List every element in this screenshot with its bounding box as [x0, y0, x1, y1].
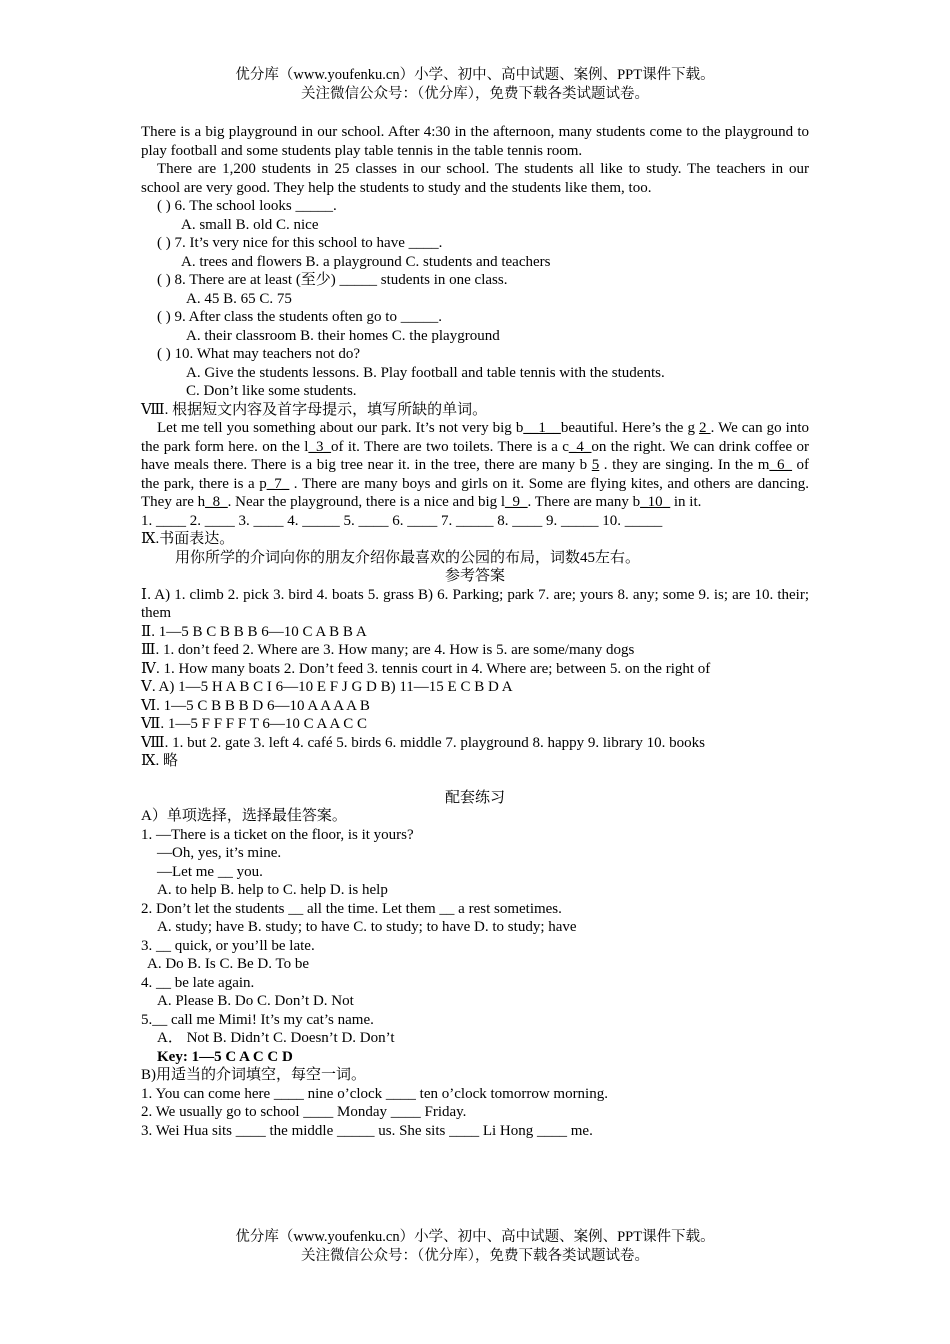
cloze-text: in it. — [670, 494, 702, 510]
answers-title: 参考答案 — [444, 568, 505, 584]
question-10: ( ) 10. What may teachers not do? — [157, 346, 360, 362]
page-footer — [0, 1228, 950, 1265]
cloze-text: of it. There are two toilets. There is a c — [330, 438, 569, 455]
cloze-text: . We can go into the park form here. on the l — [141, 420, 809, 455]
cloze-blank: _4_ — [568, 438, 592, 455]
answer-1: Ⅰ. A) 1. climb 2. pick 3. bird 4. boats 5. grass B) 6. Parking; park 7. are; yours 8. any; some 9. is; are 10. their; them — [141, 586, 809, 621]
document-body — [141, 123, 809, 1140]
answer-3: Ⅲ. 1. don’t feed 2. Where are 3. How many; are 4. How is 5. are some/many dogs — [141, 642, 635, 658]
section-9-title: Ⅸ.书面表达。 — [141, 531, 235, 547]
question-9: ( ) 9. After class the students often go to _____. — [157, 309, 442, 325]
cloze-answer-blanks: 1. ____ 2. ____ 3. ____ 4. _____ 5. ____ 6. ____ 7. _____ 8. ____ 9. _____ 10. _____ — [141, 512, 663, 529]
cloze-text: . Near the playground, there is a nice and big l — [227, 494, 506, 510]
cloze-text: of the park, there is a p — [141, 457, 810, 492]
question-8: ( ) 8. There are at least (至少) _____ students in one class. — [157, 272, 508, 288]
cloze-text: Let me tell you something about our park. It’s not very big b — [157, 420, 524, 436]
practice-question-4-options: A. Please B. Do C. Don’t D. Not — [157, 993, 354, 1009]
practice-question-3: 3. __ quick, or you’ll be late. — [141, 937, 315, 954]
answer-5: Ⅴ. A) 1—5 H A B C I 6—10 E F J G D B) 11—15 E C B D A — [141, 679, 513, 695]
section-8-title: Ⅷ. 根据短文内容及首字母提示，填写所缺的单词。 — [141, 401, 488, 418]
cloze-blank: _7_ — [266, 475, 290, 492]
answer-7: Ⅶ. 1—5 F F F F T 6—10 C A A C C — [141, 716, 367, 732]
practice-key: Key: 1—5 C A C C D — [157, 1048, 293, 1065]
cloze-blank: 2 — [699, 420, 711, 436]
cloze-blank: _10_ — [640, 494, 671, 510]
practice-question-1-options: A. to help B. help to C. help D. is help — [157, 882, 388, 898]
practice-b-question-2: 2. We usually go to school ____ Monday ____ Friday. — [141, 1104, 467, 1120]
reading-paragraph-1: There is a big playground in our school. After 4:30 in the afternoon, many students come to the playground to play football and some students play table tennis in the table tennis room. — [141, 124, 809, 159]
answer-2: Ⅱ. 1—5 B C B B B 6—10 C A B B A — [141, 623, 367, 640]
footer-line-1: 优分库（www.youfenku.cn）小学、初中、高中试题、案例、PPT课件下载。 — [235, 1229, 715, 1245]
question-7-options: A. trees and flowers B. a playground C. students and teachers — [181, 253, 551, 270]
cloze-text: on the right. We can drink coffee or have meals there. There is a big tree near it. in the tree, there are many b — [141, 438, 809, 473]
answer-4: Ⅳ. 1. How many boats 2. Don’t feed 3. tennis court in 4. Where are; between 5. on the right of — [141, 660, 711, 677]
practice-question-1-line-3: —Let me __ you. — [157, 863, 263, 880]
header-line-1: 优分库（www.youfenku.cn）小学、初中、高中试题、案例、PPT课件下载。 — [235, 67, 715, 83]
question-6-options: A. small B. old C. nice — [181, 216, 319, 233]
practice-b-question-3: 3. Wei Hua sits ____ the middle _____ us. She sits ____ Li Hong ____ me. — [141, 1122, 593, 1139]
practice-question-3-options: A. Do B. Is C. Be D. To be — [147, 956, 310, 972]
question-9-options: A. their classroom B. their homes C. the playground — [186, 327, 500, 344]
practice-part-b-title: B)用适当的介词填空，每空一词。 — [141, 1067, 367, 1083]
question-6: ( ) 6. The school looks _____. — [157, 198, 337, 214]
cloze-blank: 5 — [591, 457, 600, 473]
cloze-blank: _3_ — [308, 438, 331, 455]
cloze-passage — [141, 419, 809, 512]
cloze-blank: _9_ — [505, 494, 528, 510]
answer-9: Ⅸ. 略 — [141, 753, 178, 769]
cloze-blank: _6_ — [769, 457, 792, 473]
cloze-blank: _8_ — [205, 494, 228, 510]
footer-line-2: 关注微信公众号：（优分库），免费下载各类试题试卷。 — [301, 1247, 649, 1264]
practice-question-5-options: A． Not B. Didn’t C. Doesn’t D. Don’t — [157, 1030, 395, 1046]
cloze-text: . they are singing. In the m — [599, 457, 770, 473]
page-header — [0, 66, 950, 103]
reading-paragraph-2: There are 1,200 students in 25 classes in our school. The students all like to study. The teachers in our school are very good. They help the students to study and the students like them, too. — [141, 161, 809, 196]
header-line-2: 关注微信公众号：（优分库），免费下载各类试题试卷。 — [301, 85, 649, 102]
practice-question-2-options: A. study; have B. study; to have C. to study; to have D. to study; have — [157, 919, 577, 935]
practice-question-4: 4. __ be late again. — [141, 974, 255, 991]
cloze-text: . There are many b — [527, 494, 641, 510]
cloze-blank: __1__ — [523, 420, 561, 436]
answer-8: Ⅷ. 1. but 2. gate 3. left 4. café 5. birds 6. middle 7. playground 8. happy 9. library 10. books — [141, 734, 705, 751]
practice-b-question-1: 1. You can come here ____ nine o’clock ____ ten o’clock tomorrow morning. — [141, 1085, 608, 1102]
question-10-options-ab: A. Give the students lessons. B. Play football and table tennis with the students. — [186, 364, 665, 381]
cloze-text: beautiful. Here’s the g — [560, 420, 700, 436]
cloze-text: . There are many boys and girls on it. Some are flying kites, and others are dancing. They are h — [141, 475, 809, 510]
question-7: ( ) 7. It’s very nice for this school to have ____. — [157, 235, 443, 251]
answer-6: Ⅵ. 1—5 C B B B D 6—10 A A A A B — [141, 697, 370, 714]
practice-question-2: 2. Don’t let the students __ all the time. Let them __ a rest sometimes. — [141, 900, 562, 917]
practice-title: 配套练习 — [444, 789, 505, 806]
practice-question-1: 1. —There is a ticket on the floor, is it yours? — [141, 826, 414, 843]
question-8-options: A. 45 B. 65 C. 75 — [186, 290, 292, 307]
practice-question-1-line-2: —Oh, yes, it’s mine. — [157, 845, 282, 861]
practice-question-5: 5.__ call me Mimi! It’s my cat’s name. — [141, 1011, 374, 1028]
practice-part-a-title: A）单项选择，选择最佳答案。 — [141, 808, 347, 824]
writing-prompt: 用你所学的介词向你的朋友介绍你最喜欢的公园的布局，词数45左右。 — [175, 549, 641, 566]
question-10-option-c: C. Don’t like some students. — [186, 383, 357, 399]
